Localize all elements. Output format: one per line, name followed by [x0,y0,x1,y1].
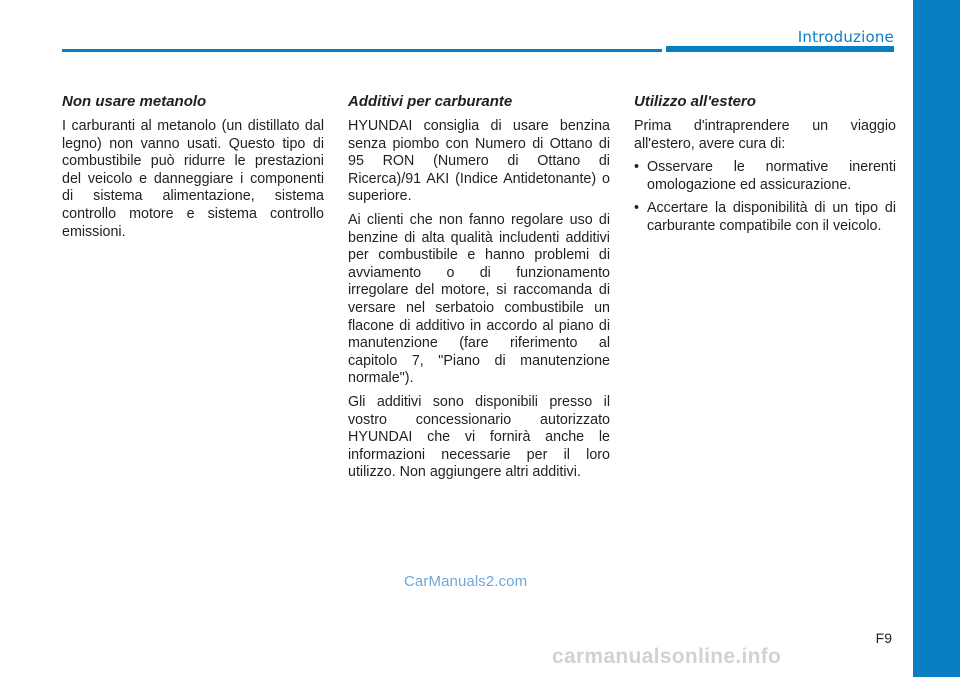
heading-abroad: Utilizzo all'estero [634,93,756,110]
header-rule-accent [666,46,894,52]
paragraph: I carburanti al metanolo (un distillato dal legno) non vanno usati. Questo tipo di combustibile può ridurre le prestazioni del veicolo e danneggiare i componenti di sistema alimentazione, sistema controllo motore e sistema controllo emissioni. [62,118,324,240]
paragraph: Prima d'intraprendere un viaggio all'estero, avere cura di: [634,118,896,152]
page-number: F9 [875,630,892,646]
bullet-list [634,159,896,235]
bullet-icon: • [634,159,640,176]
column-fuel-additives [348,92,610,488]
header-rule [62,49,662,52]
list-item-text: Accertare la disponibilità di un tipo di carburante compatibile con il veicolo. [647,200,896,234]
heading-fuel-additives: Additivi per carburante [348,93,513,110]
list-item-text: Osservare le normative inerenti omologazione ed assicurazione. [647,159,896,193]
heading-methanol: Non usare metanolo [62,93,207,110]
watermark-footer: carmanualsonline.info [552,645,782,668]
paragraph: Gli additivi sono disponibili presso il vostro concessionario autorizzato HYUNDAI che vi fornirà anche le informazioni necessarie per il loro utilizzo. Non aggiungere altri additivi. [348,393,610,481]
paragraph: HYUNDAI consiglia di usare benzina senza piombo con Numero di Ottano di 95 RON (Numero di Ottano di Ricerca)/91 AKI (Indice Antidetonante) o superiore. [348,118,610,205]
paragraph: Ai clienti che non fanno regolare uso di benzine di alta qualità includenti additivi per combustibile e hanno problemi di avviamento o di funzionamento irregolare del motore, si raccomanda di versare nel serbatoio combustibile un flacone di additivo in accordo al piano di manutenzione (fare riferimento al capitolo 7, "Piano di manutenzione normale"). [348,211,610,387]
section-title: Introduzione [797,28,894,46]
column-abroad [634,92,896,242]
column-methanol [62,92,324,247]
list-item [634,159,896,194]
chapter-side-bar [913,0,960,677]
watermark-link[interactable]: CarManuals2.com [404,573,528,590]
bullet-icon: • [634,200,640,217]
list-item [634,200,896,235]
